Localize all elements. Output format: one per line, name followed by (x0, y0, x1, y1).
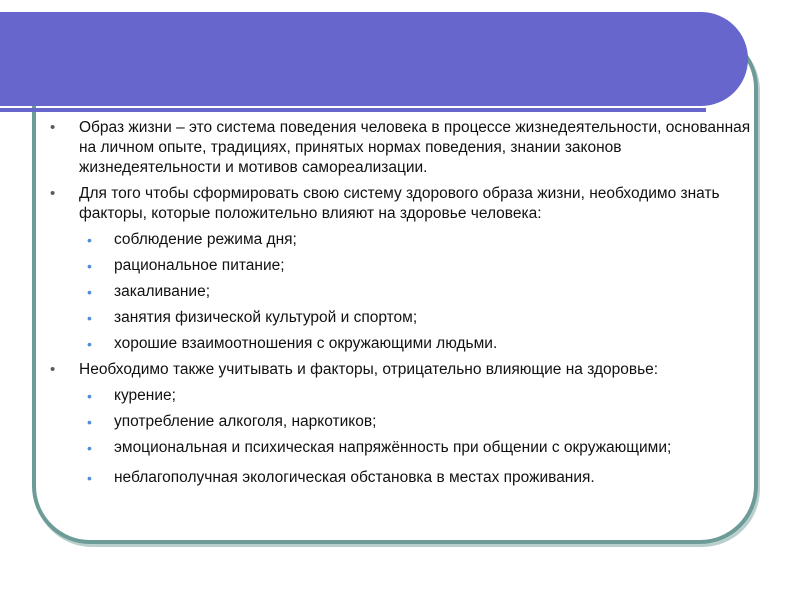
sub-bullet-item (50, 282, 760, 302)
sub-bullet-icon: • (87, 310, 92, 326)
sub-bullet-item (50, 438, 760, 458)
slide-content (50, 118, 760, 494)
sub-bullet-item (50, 386, 760, 406)
sub-bullet-item (50, 468, 760, 488)
sub-bullet-icon: • (87, 284, 92, 300)
sub-bullet-text: неблагополучная экологическая обстановка в местах проживания. (114, 469, 595, 486)
sub-bullet-icon: • (87, 414, 92, 430)
sub-bullet-text: рациональное питание; (114, 257, 285, 274)
bullet-item (50, 118, 760, 178)
sub-bullet-icon: • (87, 232, 92, 248)
bullet-item (50, 360, 760, 380)
sub-bullet-text: занятия физической культурой и спортом; (114, 309, 418, 326)
bullet-item (50, 184, 760, 224)
sub-bullet-text: соблюдение режима дня; (114, 231, 297, 248)
sub-bullet-text: закаливание; (114, 283, 210, 300)
sub-bullet-icon: • (87, 258, 92, 274)
sub-bullet-item (50, 412, 760, 432)
sub-bullet-item (50, 308, 760, 328)
banner-underline (0, 108, 706, 112)
sub-bullet-item (50, 230, 760, 250)
sub-bullet-text: курение; (114, 387, 176, 404)
bullet-text: Необходимо также учитывать и факторы, отрицательно влияющие на здоровье: (79, 361, 659, 378)
sub-bullet-icon: • (87, 336, 92, 352)
sub-bullet-text: хорошие взаимоотношения с окружающими людьми. (114, 335, 498, 352)
sub-bullet-icon: • (87, 388, 92, 404)
sub-bullet-text: употребление алкоголя, наркотиков; (114, 413, 377, 430)
sub-bullet-icon: • (87, 470, 92, 486)
sub-bullet-item (50, 256, 760, 276)
bullet-icon: • (50, 119, 56, 136)
sub-bullet-text: эмоциональная и психическая напряжённость при общении с окружающими; (114, 439, 672, 456)
sub-bullet-icon: • (87, 440, 92, 456)
sub-bullet-item (50, 334, 760, 354)
bullet-icon: • (50, 361, 56, 378)
title-banner (0, 12, 748, 106)
bullet-text: Для того чтобы сформировать свою систему здорового образа жизни, необходимо знать факторы, которые положительно влияют на здоровье человека: (79, 185, 720, 222)
bullet-icon: • (50, 185, 56, 202)
bullet-text: Образ жизни – это система поведения человека в процессе жизнедеятельности, основанная на личном опыте, традициях, принятых нормах поведения, знании законов жизнедеятельности и мотивов самореализации. (79, 119, 751, 176)
